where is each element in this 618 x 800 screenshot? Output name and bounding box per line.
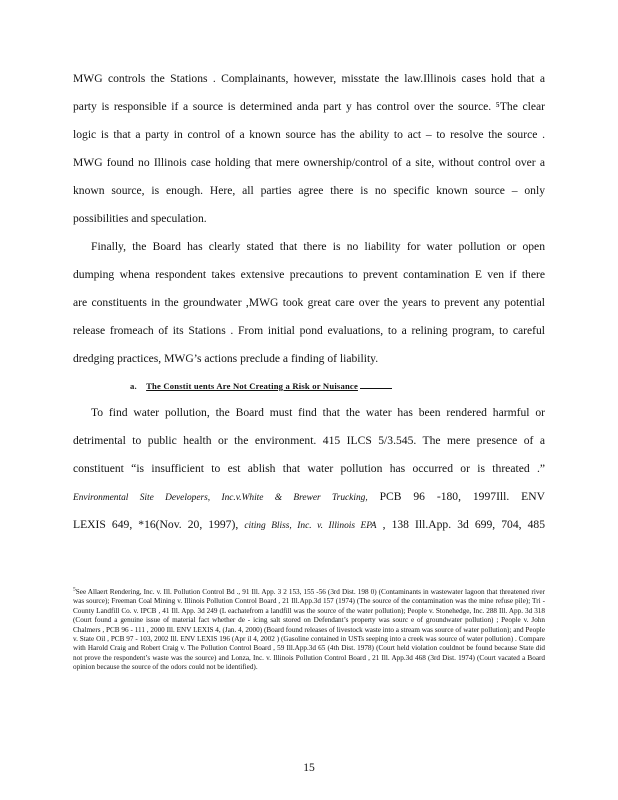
citation-reporter: PCB 96 -180, 1997Ill. ENV [379,490,545,503]
citation-lexis: LEXIS 649, *16(Nov. 20, 1997), [73,518,239,531]
citation-line-1 [73,490,545,503]
citation-line-2 [73,518,545,531]
body-line-14: constituent “is insufficient to est ablish that water pollution has occurred or is threated .” [73,462,545,475]
body-line-7: Finally, the Board has clearly stated that there is no liability for water pollution or open [91,240,545,253]
body-line-11: dredging practices, MWG’s actions preclude a finding of liability. [73,352,379,365]
heading-rule [360,388,392,389]
citation-case-name: Environmental Site Developers, Inc.v.White & Brewer Trucking, [73,493,368,503]
body-line-5: known source, is enough. Here, all parties agree there is no specific known source – only [73,184,545,197]
footnote-text: See Allaert Rendering, Inc. v. Ill. Pollution Control Bd ., 91 Ill. App. 3 2 153, 155 -56 (3rd Dist. 198 0) (Contaminants in wastewater lagoon that threatened river was source); Freeman Coal Mining v. Illinois Pollution Control Board , 21 Ill.App.3d 157 (1974) (The source of the contamination was the mine refuse pile); Tri - County Landfill Co. v. IPCB , 41 Ill. App. 3d 249 (L eachatefrom a landfill was the source of the water pollution); People v. Stonehedge, Inc. 288 Ill. App. 3d 318 (Court found a genuine issue of material fact whether de - icing salt stored on Defendant’s property was sourc e of groundwater pollution) ; People v. John Chalmers , PCB 96 - 111 , 2000 Ill. ENV LEXIS 4, (Jan. 4, 2000) (Board found releases of livestock waste into a stream was source of water pollution); and People v. State Oil , PCB 97 - 103, 2002 Ill. ENV LEXIS 196 (Apr il 4, 2002 ) (Gasoline contained in USTs seeping into a creek was source of water pollution) . Compare with Harold Craig and Robert Craig v. The Pollution Control Board , 59 Ill.App.3d 65 (4th Dist. 1978) (Court held violation couldnot be found because State did not prove the respondent’s waste was the source) and Lonza, Inc. v. Illinois Pollution Control Board , 21 Ill. App.3d 468 (3rd Dist. 1974) (Court vacated a Board opinion because the source of the odors could not be identified). [73,588,545,672]
body-line-9: are constituents in the groundwater ,MWG took great care over the years to prevent any potential [73,296,545,309]
body-line-4: MWG found no Illinois case holding that mere ownership/control of a site, without control over a [73,156,545,169]
body-line-1: MWG controls the Stations . Complainants, however, misstate the law.Illinois cases hold that a [73,72,545,85]
footnote-number: 5 [73,586,76,593]
heading-marker: a. [130,381,137,391]
body-line-8: dumping whena respondent takes extensive precautions to prevent contamination E ven if there [73,268,545,281]
section-heading [130,381,392,391]
body-line-6: possibilities and speculation. [73,212,207,225]
body-line-13: detrimental to public health or the environment. 415 ILCS 5/3.545. The mere presence of a [73,434,545,447]
body-line-12: To find water pollution, the Board must find that the water has been rendered harmful or [91,406,545,419]
citation-citing: citing Bliss, Inc. v. Illinois EPA [244,521,377,531]
body-line-3: logic is that a party in control of a known source has the ability to act – to resolve the source . [73,128,545,141]
heading-text: The Constit uents Are Not Creating a Risk or Nuisance [146,381,358,391]
page-number: 15 [303,761,315,774]
footnote-5 [73,588,545,673]
body-line-10: release fromeach of its Stations . From initial pond evaluations, to a relining program, to careful [73,324,545,337]
body-line-2: party is responsible if a source is determined anda part y has control over the source. ⁵The clear [73,100,545,113]
citation-appellate: , 138 Ill.App. 3d 699, 704, 485 [382,518,545,531]
